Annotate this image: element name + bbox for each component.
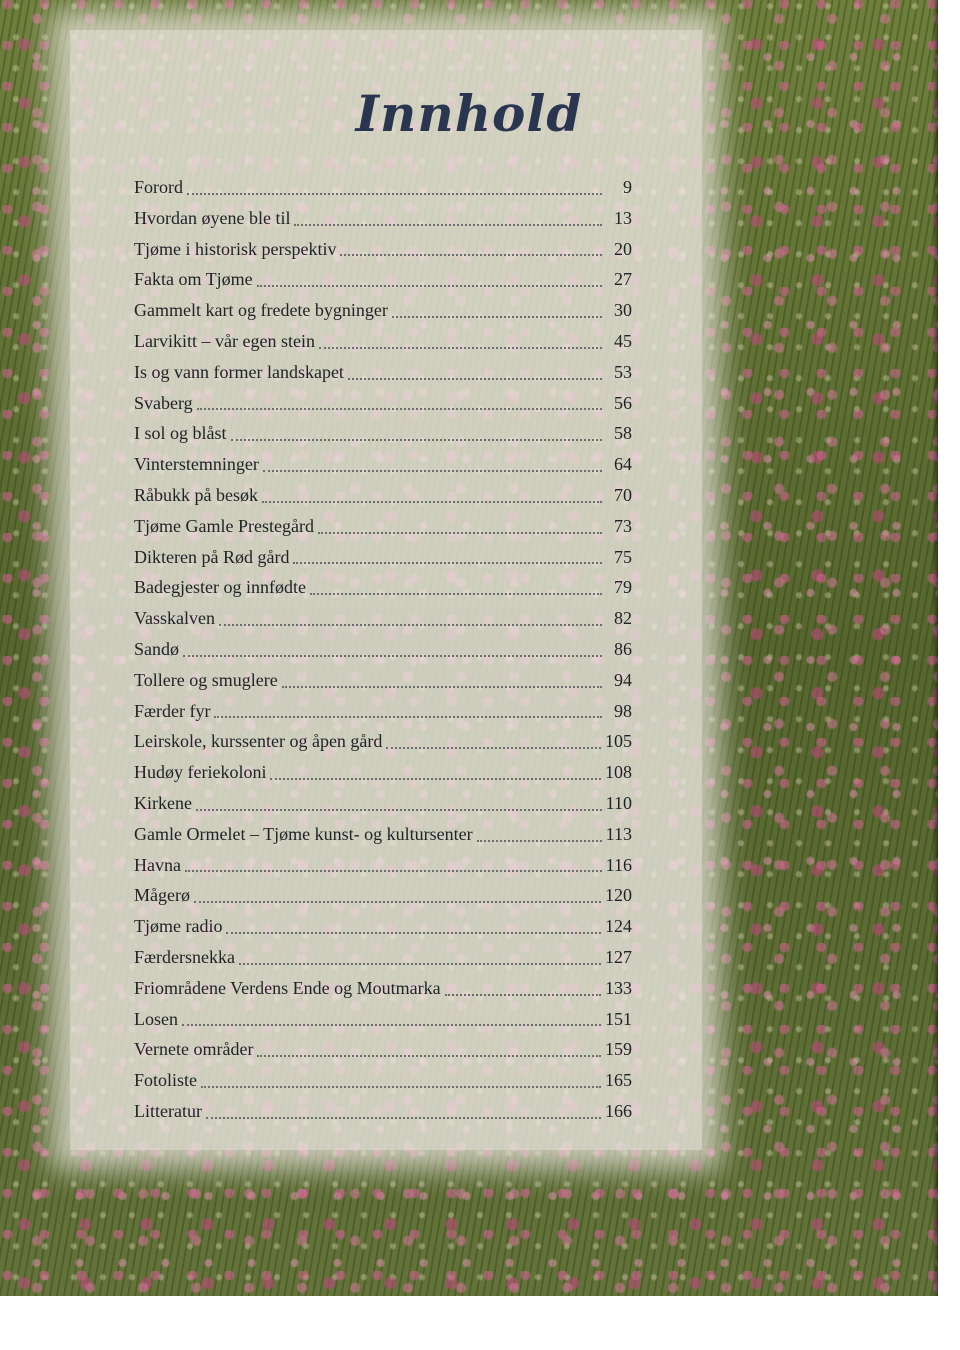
page-title: Innhold	[355, 84, 583, 143]
toc-entry-page-number: 30	[614, 300, 632, 321]
toc-entry-page-number: 159	[605, 1039, 632, 1060]
toc-entry-label: Tjøme i historisk perspektiv	[134, 238, 337, 259]
toc-entry-page-number: 105	[605, 731, 632, 752]
toc-entry-label: Hvordan øyene ble til	[134, 207, 291, 228]
toc-entry-page-number: 13	[614, 207, 632, 228]
toc-entry-page-number: 151	[605, 1008, 632, 1029]
toc-entry-label: Mågerø	[134, 885, 190, 906]
toc-entry-page-number: 64	[614, 454, 632, 475]
dot-leader	[226, 931, 601, 934]
toc-entry	[134, 1065, 632, 1096]
dot-leader	[262, 500, 602, 503]
dot-leader	[201, 1085, 601, 1088]
toc-entry-page-number: 110	[605, 792, 632, 813]
toc-entry-page-number: 70	[614, 484, 632, 505]
toc-entry	[134, 942, 632, 973]
toc-entry	[134, 542, 632, 573]
dot-leader	[445, 993, 601, 996]
toc-entry-page-number: 27	[614, 269, 632, 290]
dot-leader	[263, 469, 602, 472]
toc-entry	[134, 480, 632, 511]
dot-leader	[319, 346, 602, 349]
toc-entry	[134, 511, 632, 542]
toc-entry-page-number: 94	[614, 669, 632, 690]
dot-leader	[185, 869, 602, 872]
toc-entry-page-number: 98	[614, 700, 632, 721]
dot-leader	[386, 746, 601, 749]
toc-entry-page-number: 79	[614, 577, 632, 598]
toc-entry-label: Kirkene	[134, 792, 192, 813]
dot-leader	[194, 900, 601, 903]
toc-entry-label: Svaberg	[134, 392, 193, 413]
toc-entry-label: Tollere og smuglere	[134, 669, 278, 690]
toc-entry-page-number: 73	[614, 515, 632, 536]
toc-entry-page-number: 165	[605, 1070, 632, 1091]
toc-entry-page-number: 75	[614, 546, 632, 567]
toc-entry	[134, 819, 632, 850]
page-edge-shadow	[932, 0, 938, 1296]
dot-leader	[257, 1054, 601, 1057]
toc-entry	[134, 911, 632, 942]
toc-entry-page-number: 9	[623, 177, 632, 197]
toc-entry-page-number: 58	[614, 423, 632, 444]
toc-entry-label: Tjøme radio	[134, 916, 223, 937]
toc-entry-label: Larvikitt – vår egen stein	[134, 330, 315, 351]
toc-entry-label: I sol og blåst	[134, 423, 227, 444]
dot-leader	[231, 438, 603, 441]
toc-entry	[134, 388, 632, 419]
toc-entry-page-number: 45	[614, 330, 632, 351]
dot-leader	[270, 777, 601, 780]
toc-entry-label: Leirskole, kurssenter og åpen gård	[134, 731, 383, 752]
toc-entry-page-number: 86	[614, 638, 632, 659]
toc-entry	[134, 696, 632, 727]
toc-entry-page-number: 82	[614, 608, 632, 629]
dot-leader	[219, 623, 602, 626]
toc-entry-label: Vasskalven	[134, 608, 215, 629]
toc-entry-label: Færder fyr	[134, 700, 211, 721]
dot-leader	[293, 561, 602, 564]
toc-entry-label: Losen	[134, 1008, 178, 1029]
toc-entry-label: Færdersnekka	[134, 946, 235, 967]
toc-entry-page-number: 53	[614, 361, 632, 382]
toc-entry-page-number: 166	[605, 1100, 632, 1121]
toc-entry	[134, 295, 632, 326]
toc-entry	[134, 172, 632, 203]
toc-entry	[134, 1034, 632, 1065]
dot-leader	[477, 839, 602, 842]
dot-leader	[196, 808, 602, 811]
dot-leader	[239, 962, 601, 965]
toc-entry-page-number: 116	[605, 854, 632, 875]
toc-entry	[134, 449, 632, 480]
toc-entry-label: Litteratur	[134, 1100, 202, 1121]
toc-entry	[134, 357, 632, 388]
dot-leader	[197, 407, 602, 410]
toc-entry-label: Fotoliste	[134, 1070, 198, 1091]
toc-entry-page-number: 56	[614, 392, 632, 413]
toc-entry	[134, 234, 632, 265]
toc-entry-page-number: 124	[605, 916, 632, 937]
toc-entry-page-number: 108	[605, 762, 632, 783]
toc-entry	[134, 1004, 632, 1035]
toc-entry	[134, 757, 632, 788]
toc-entry-label: Gammelt kart og fredete bygninger	[134, 300, 388, 321]
dot-leader	[214, 715, 602, 718]
toc-entry	[134, 603, 632, 634]
toc-entry-label: Friområdene Verdens Ende og Moutmarka	[134, 977, 441, 998]
toc-entry	[134, 634, 632, 665]
toc-entry-label: Badegjester og innfødte	[134, 577, 306, 598]
toc-entry-page-number: 133	[605, 977, 632, 998]
toc-entry	[134, 1096, 632, 1127]
toc-entry-label: Dikteren på Rød gård	[134, 546, 290, 567]
dot-leader	[348, 377, 602, 380]
toc-entry-label: Havna	[134, 854, 181, 875]
dot-leader	[392, 315, 602, 318]
toc-entry-label: Gamle Ormelet – Tjøme kunst- og kultursenter	[134, 823, 473, 844]
toc-entry	[134, 203, 632, 234]
toc-entry-label: Is og vann former landskapet	[134, 361, 344, 382]
toc-entry-label: Vernete områder	[134, 1039, 254, 1060]
toc-entry-label: Forord	[134, 177, 183, 197]
dot-leader	[257, 284, 602, 287]
toc-entry	[134, 788, 632, 819]
toc-entry	[134, 572, 632, 603]
toc-entry	[134, 326, 632, 357]
toc-entry-page-number: 120	[605, 885, 632, 906]
toc-entry-page-number: 113	[605, 823, 632, 844]
toc-entry	[134, 850, 632, 881]
dot-leader	[183, 654, 602, 657]
toc-entry-label: Sandø	[134, 638, 179, 659]
dot-leader	[310, 592, 602, 595]
toc-entry-label: Hudøy feriekoloni	[134, 762, 267, 783]
toc-entry-label: Fakta om Tjøme	[134, 269, 253, 290]
dot-leader	[282, 685, 602, 688]
dot-leader	[182, 1023, 601, 1026]
toc-entry	[134, 665, 632, 696]
toc-entry	[134, 726, 632, 757]
toc-entry-label: Råbukk på besøk	[134, 484, 258, 505]
toc-entry	[134, 418, 632, 449]
table-of-contents	[134, 172, 632, 1127]
dot-leader	[340, 253, 602, 256]
dot-leader	[318, 531, 602, 534]
toc-entry-page-number: 127	[605, 946, 632, 967]
toc-entry	[134, 264, 632, 295]
dot-leader	[206, 1116, 601, 1119]
toc-entry	[134, 880, 632, 911]
dot-leader	[187, 192, 602, 195]
toc-entry	[134, 973, 632, 1004]
toc-entry-label: Vinterstemninger	[134, 454, 259, 475]
toc-entry-page-number: 20	[614, 238, 632, 259]
toc-entry-label: Tjøme Gamle Prestegård	[134, 515, 314, 536]
dot-leader	[294, 223, 602, 226]
